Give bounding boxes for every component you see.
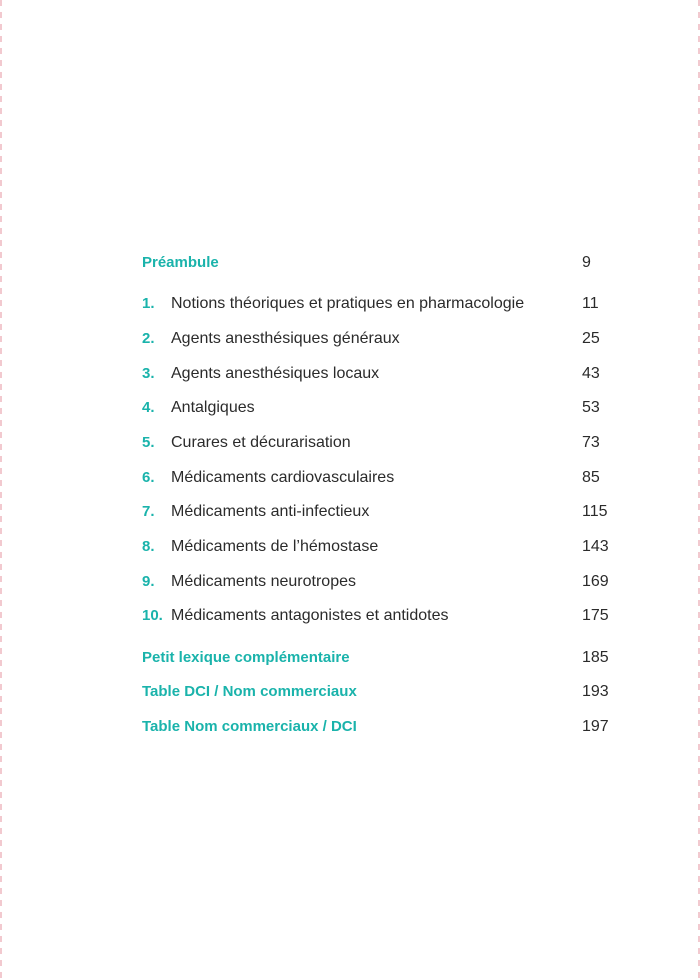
- toc-entry-page: 43: [582, 365, 600, 382]
- chapter-number: 5.: [142, 434, 155, 451]
- toc-entry-chapter-8[interactable]: [142, 535, 622, 559]
- chapter-number: 7.: [142, 503, 155, 520]
- toc-entry-title: Médicaments neurotropes: [171, 573, 356, 590]
- toc-entry-chapter-6[interactable]: [142, 466, 622, 490]
- toc-entry-chapter-1[interactable]: [142, 292, 622, 316]
- toc-entry-chapter-3[interactable]: [142, 362, 622, 386]
- toc-entry-page: 53: [582, 399, 600, 416]
- toc-entry-title: Curares et décurarisation: [171, 434, 351, 451]
- toc-entry-chapter-4[interactable]: [142, 396, 622, 420]
- toc-entry-title: Agents anesthésiques généraux: [171, 330, 400, 347]
- chapter-number: 1.: [142, 295, 155, 312]
- toc-entry-title: Petit lexique complémentaire: [142, 649, 350, 666]
- chapter-number: 4.: [142, 399, 155, 416]
- toc-entry-page: 143: [582, 538, 609, 555]
- toc-entry-chapter-5[interactable]: [142, 431, 622, 455]
- toc-entry-title: Antalgiques: [171, 399, 255, 416]
- chapter-number: 6.: [142, 469, 155, 486]
- toc-entry-title: Table Nom commerciaux / DCI: [142, 718, 357, 735]
- toc-entry-page: 73: [582, 434, 600, 451]
- toc-entry-page: 115: [582, 503, 608, 520]
- toc-entry-page: 193: [582, 683, 609, 700]
- chapter-number: 3.: [142, 365, 155, 382]
- toc-entry-title: Médicaments anti-infectieux: [171, 503, 370, 520]
- toc-entry-title: Médicaments antagonistes et antidotes: [171, 607, 449, 624]
- toc-entry-chapter-10[interactable]: [142, 604, 622, 628]
- chapter-number: 9.: [142, 573, 155, 590]
- toc-entry-page: 197: [582, 718, 609, 735]
- chapter-number: 10.: [142, 607, 163, 624]
- chapter-number: 8.: [142, 538, 155, 555]
- toc-entry-page: 175: [582, 607, 609, 624]
- toc-entry-page: 11: [582, 295, 599, 312]
- toc-entry-preamble[interactable]: [142, 251, 622, 275]
- toc-entry-title: Préambule: [142, 254, 219, 271]
- toc-entry-chapter-7[interactable]: [142, 500, 622, 524]
- toc-entry-title: Table DCI / Nom commerciaux: [142, 683, 357, 700]
- toc-entry-chapter-9[interactable]: [142, 570, 622, 594]
- toc-entry-table-nom-dci[interactable]: [142, 715, 622, 739]
- toc-entry-chapter-2[interactable]: [142, 327, 622, 351]
- toc-entry-title: Agents anesthésiques locaux: [171, 365, 380, 382]
- toc-entry-lexicon[interactable]: [142, 646, 622, 670]
- toc-entry-page: 9: [582, 254, 591, 271]
- toc-entry-page: 25: [582, 330, 600, 347]
- chapter-number: 2.: [142, 330, 155, 347]
- left-page-edge: [0, 0, 2, 979]
- toc-entry-title: Médicaments de l’hémostase: [171, 538, 379, 555]
- toc-entry-table-dci-nom[interactable]: [142, 680, 622, 704]
- toc-entry-page: 169: [582, 573, 609, 590]
- toc-entry-page: 185: [582, 649, 609, 666]
- toc-entry-title: Médicaments cardiovasculaires: [171, 469, 395, 486]
- toc-entry-title: Notions théoriques et pratiques en pharmacologie: [171, 295, 525, 312]
- toc-entry-page: 85: [582, 469, 600, 486]
